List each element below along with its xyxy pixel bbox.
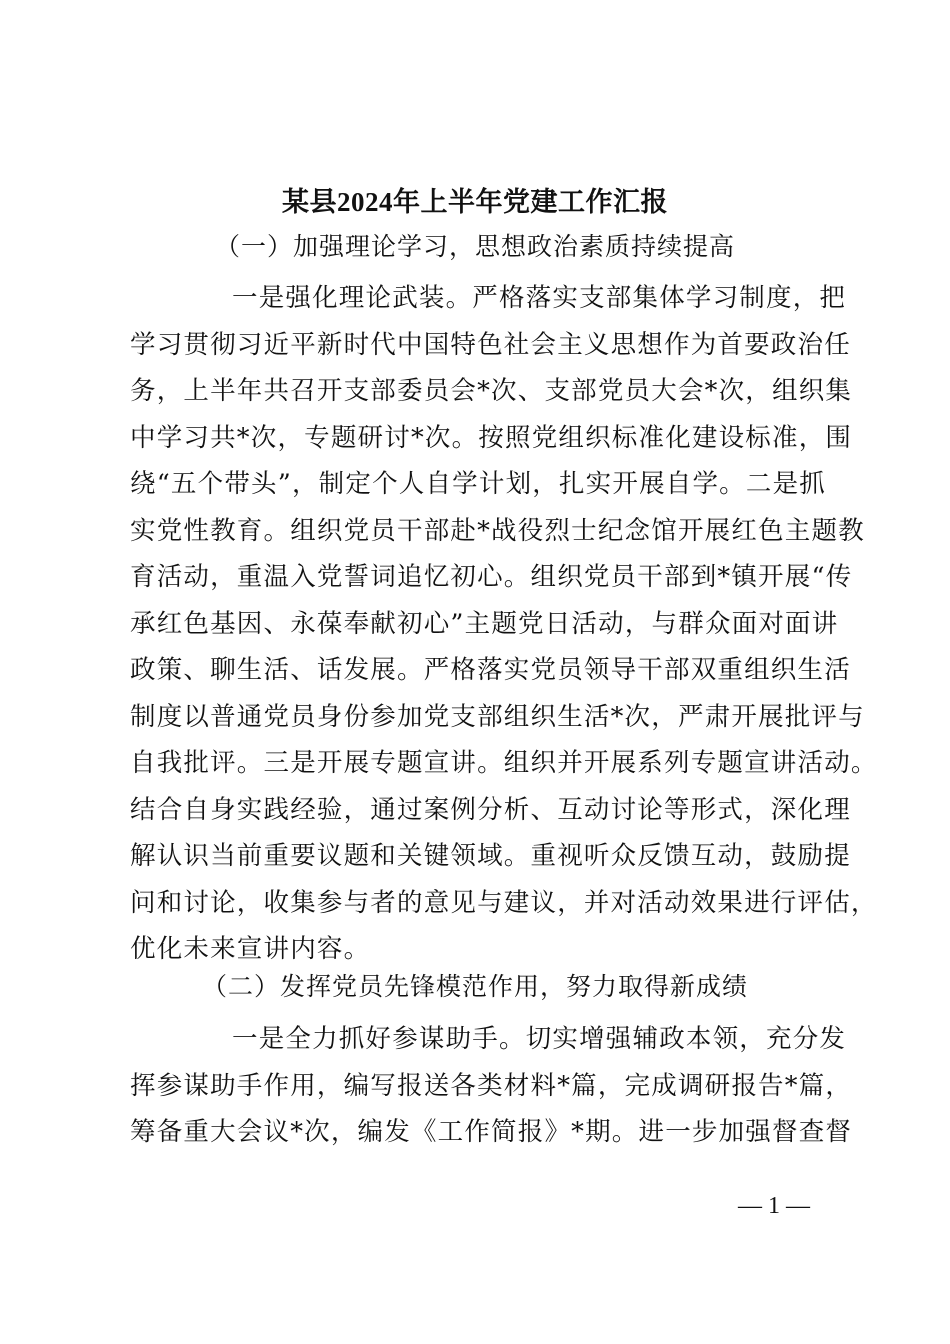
section-1-body [130, 275, 878, 973]
body-line: 一是全力抓好参谋助手。切实增强辅政本领，充分发 [232, 1024, 847, 1054]
body-line: 结合自身实践经验，通过案例分析、互动讨论等形式，深化理 [130, 794, 851, 825]
body-line: 政策、聊生活、话发展。严格落实党员领导干部双重组织生活 [130, 655, 851, 685]
body-line: 一是强化理论武装。严格落实支部集体学习制度，把 [232, 283, 847, 313]
body-line: 务，上半年共召开支部委员会*次、支部党员大会*次，组织集 [130, 376, 853, 406]
body-line: 育活动，重温入党誓词追忆初心。组织党员干部到*镇开展“传 [130, 562, 853, 592]
section-heading-1: （一）加强理论学习，思想政治素质持续提高 [214, 232, 735, 261]
body-line: 挥参谋助手作用，编写报送各类材料*篇，完成调研报告*篇， [130, 1070, 853, 1101]
body-line: 实党性教育。组织党员干部赴*战役烈士纪念馆开展红色主题教 [130, 515, 865, 546]
body-line: 绕“五个带头”，制定个人自学计划，扎实开展自学。二是抓 [130, 469, 826, 499]
body-line: 筹备重大会议*次，编发《工作简报》*期。进一步加强督查督 [130, 1117, 853, 1147]
body-line: 优化未来宣讲内容。 [130, 934, 371, 964]
body-line: 学习贯彻习近平新时代中国特色社会主义思想作为首要政治任 [130, 329, 851, 360]
body-line: 中学习共*次，专题研讨*次。按照党组织标准化建设标准，围 [130, 422, 853, 453]
document-title: 某县2024年上半年党建工作汇报 [282, 187, 668, 217]
body-line: 解认识当前重要议题和关键领域。重视听众反馈互动，鼓励提 [130, 841, 851, 871]
body-line: 问和讨论，收集参与者的意见与建议，并对活动效果进行评估， [130, 887, 878, 918]
body-line: 制度以普通党员身份参加党支部组织生活*次，严肃开展批评与 [130, 701, 865, 732]
section-2-body [130, 1016, 853, 1156]
body-line: 承红色基因、永葆奉献初心”主题党日活动，与群众面对面讲 [130, 608, 839, 639]
body-line: 自我批评。三是开展专题宣讲。组织并开展系列专题宣讲活动。 [130, 748, 878, 778]
page-number: — 1 — [738, 1193, 810, 1219]
section-heading-2: （二）发挥党员先锋模范作用，努力取得新成绩 [201, 972, 748, 1001]
